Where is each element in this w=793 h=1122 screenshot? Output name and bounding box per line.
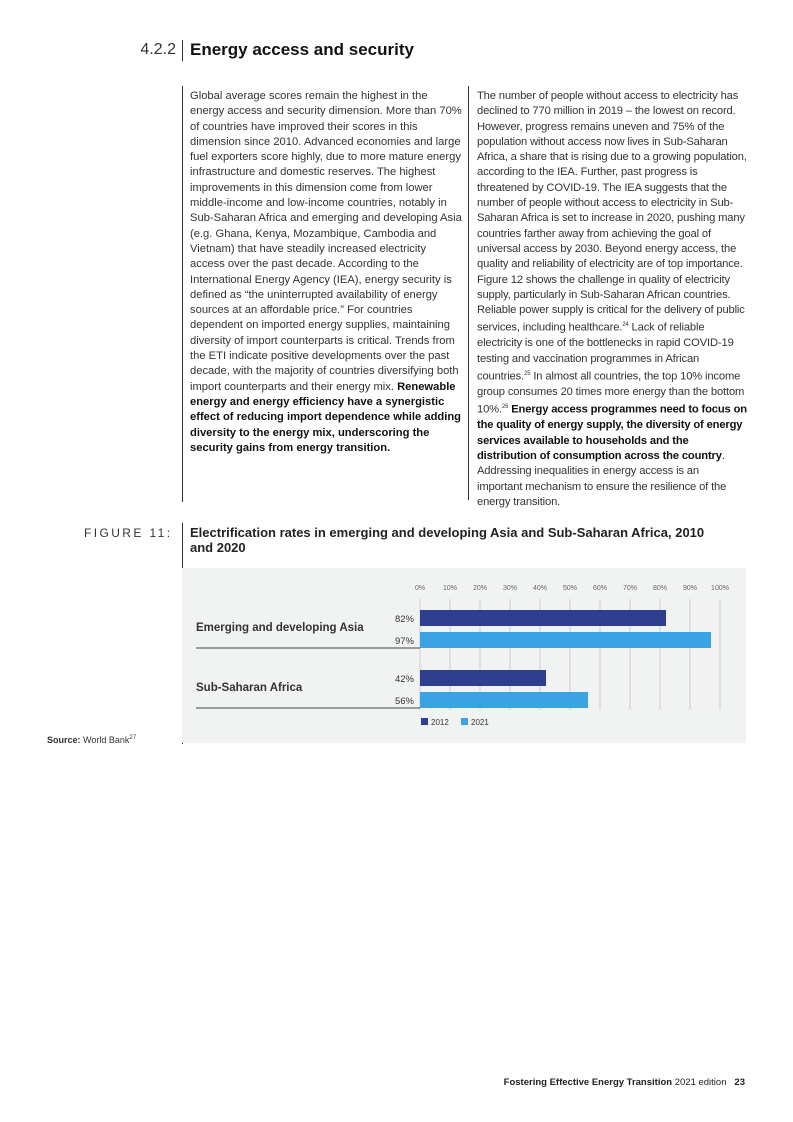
category-label: Emerging and developing Asia — [196, 622, 364, 634]
right-text-bold: Energy access programmes need to focus on the quality of energy supply, the diversity of energy services available to households and the distribution of consumption across the country — [477, 404, 747, 463]
right-text-1: The number of people without access to electricity has declined to 770 million in 2019 – the lowest on record. However, progress remains uneven and 75% of the population without access now lives in Sub-Saharan Africa, a share that is rising due to a growing population, according to the IEA. Further, past progress is threatened by COVID-19. The IEA suggests that the number of people without access to electricity in Sub-Saharan Africa is set to increase in 2020, pushing many countries farther away from achieving the goal of universal access by 2030. Beyond energy access, the quality and reliability of electricity are of top importance. Figure 12 shows the challenge in quality of electricity supply, particularly in Sub-Saharan African countries. Reliable power supply is critical for the delivery of public services, including healthcare. — [477, 90, 747, 335]
left-paragraph — [190, 89, 462, 456]
section-divider — [182, 40, 183, 61]
category-label: Sub-Saharan Africa — [196, 682, 303, 694]
body-column-left — [190, 89, 462, 456]
column-divider-left — [182, 86, 183, 502]
x-tick-label: 90% — [682, 585, 698, 592]
footnote-25: 25 — [524, 371, 531, 378]
figure-title: Electrification rates in emerging and developing Asia and Sub-Saharan Africa, 2010 and 2020 — [190, 525, 705, 555]
left-paragraph-bold: Renewable energy and energy efficiency have a synergistic effect of reducing import dependence while adding diversity to the energy mix, underscoring the security gains from energy transition. — [190, 380, 462, 454]
source-text: World Bank — [80, 735, 130, 745]
right-text-4: . Addressing inequalities in energy access is an important mechanism to ensure the resilience of the energy transition. — [477, 450, 727, 508]
column-divider-right — [468, 86, 469, 500]
x-tick-label: 30% — [502, 585, 518, 592]
x-tick-label: 80% — [652, 585, 668, 592]
bar — [420, 610, 666, 626]
legend-label: 2021 — [471, 718, 489, 727]
section-number: 4.2.2 — [140, 41, 176, 58]
source-label: Source: — [47, 735, 81, 745]
x-tick-label: 0% — [414, 585, 426, 592]
section-title: Energy access and security — [190, 40, 414, 59]
bar — [420, 692, 588, 708]
bar-value-label: 97% — [394, 636, 414, 647]
body-column-right — [477, 89, 747, 510]
legend-label: 2012 — [431, 718, 449, 727]
footer-title: Fostering Effective Energy Transition — [503, 1077, 673, 1088]
footnote-26: 26 — [501, 404, 509, 411]
x-tick-label: 100% — [711, 585, 729, 592]
right-paragraph — [477, 89, 747, 510]
x-tick-label: 10% — [442, 585, 458, 592]
bar-value-label: 82% — [394, 614, 414, 625]
source-footnote: 27 — [129, 735, 137, 741]
figure-label: FIGURE 11: — [84, 526, 173, 540]
bar-value-label: 56% — [394, 696, 414, 707]
footer-edition: 2021 edition — [672, 1077, 727, 1088]
x-tick-label: 40% — [532, 585, 548, 592]
bar — [420, 632, 711, 648]
x-tick-label: 20% — [472, 585, 488, 592]
source-note — [47, 735, 136, 745]
x-tick-label: 60% — [592, 585, 608, 592]
bar-chart — [182, 568, 746, 743]
footnote-24: 24 — [622, 322, 629, 329]
x-tick-label: 50% — [562, 585, 578, 592]
left-paragraph-text: Global average scores remain the highest in the energy access and security dimension. More than 70% of countries have improved their scores in this dimension since 2010. Advanced economies and large fuel exporters score highly, due to more mature energy infrastructure and domestic reserves. The highest improvements in this dimension come from lower middle-income and low-income countries, notably in Sub-Saharan Africa and emerging and developing Asia (e.g. Ghana, Kenya, Mozambique, Cambodia and Vietnam) that have steadily increased electricity access over the past decade. According to the International Energy Agency (IEA), energy security is defined as “the uninterrupted availability of energy sources at an affordable price.” For countries dependent on imported energy supplies, maintaining diversity of import counterparts is critical. Trends from the ETI indicate positive developments over the past decade, with the majority of countries diversifying both import counterparts and their energy mix. — [190, 90, 462, 393]
page-number: 23 — [734, 1077, 745, 1088]
x-tick-label: 70% — [622, 585, 638, 592]
right-text-2: Lack of reliable electricity is one of the bottlenecks in rapid COVID-19 testing and vaccination programmes in African countries. — [477, 322, 734, 383]
bar-value-label: 42% — [394, 674, 414, 685]
legend-swatch — [421, 718, 428, 725]
right-text-3: In almost all countries, the top 10% income group consumes 20 times more energy than the bottom 10%. — [477, 370, 745, 417]
page-footer — [504, 1077, 745, 1088]
chart-area — [182, 568, 746, 743]
legend-swatch — [461, 718, 468, 725]
bar — [420, 670, 546, 686]
